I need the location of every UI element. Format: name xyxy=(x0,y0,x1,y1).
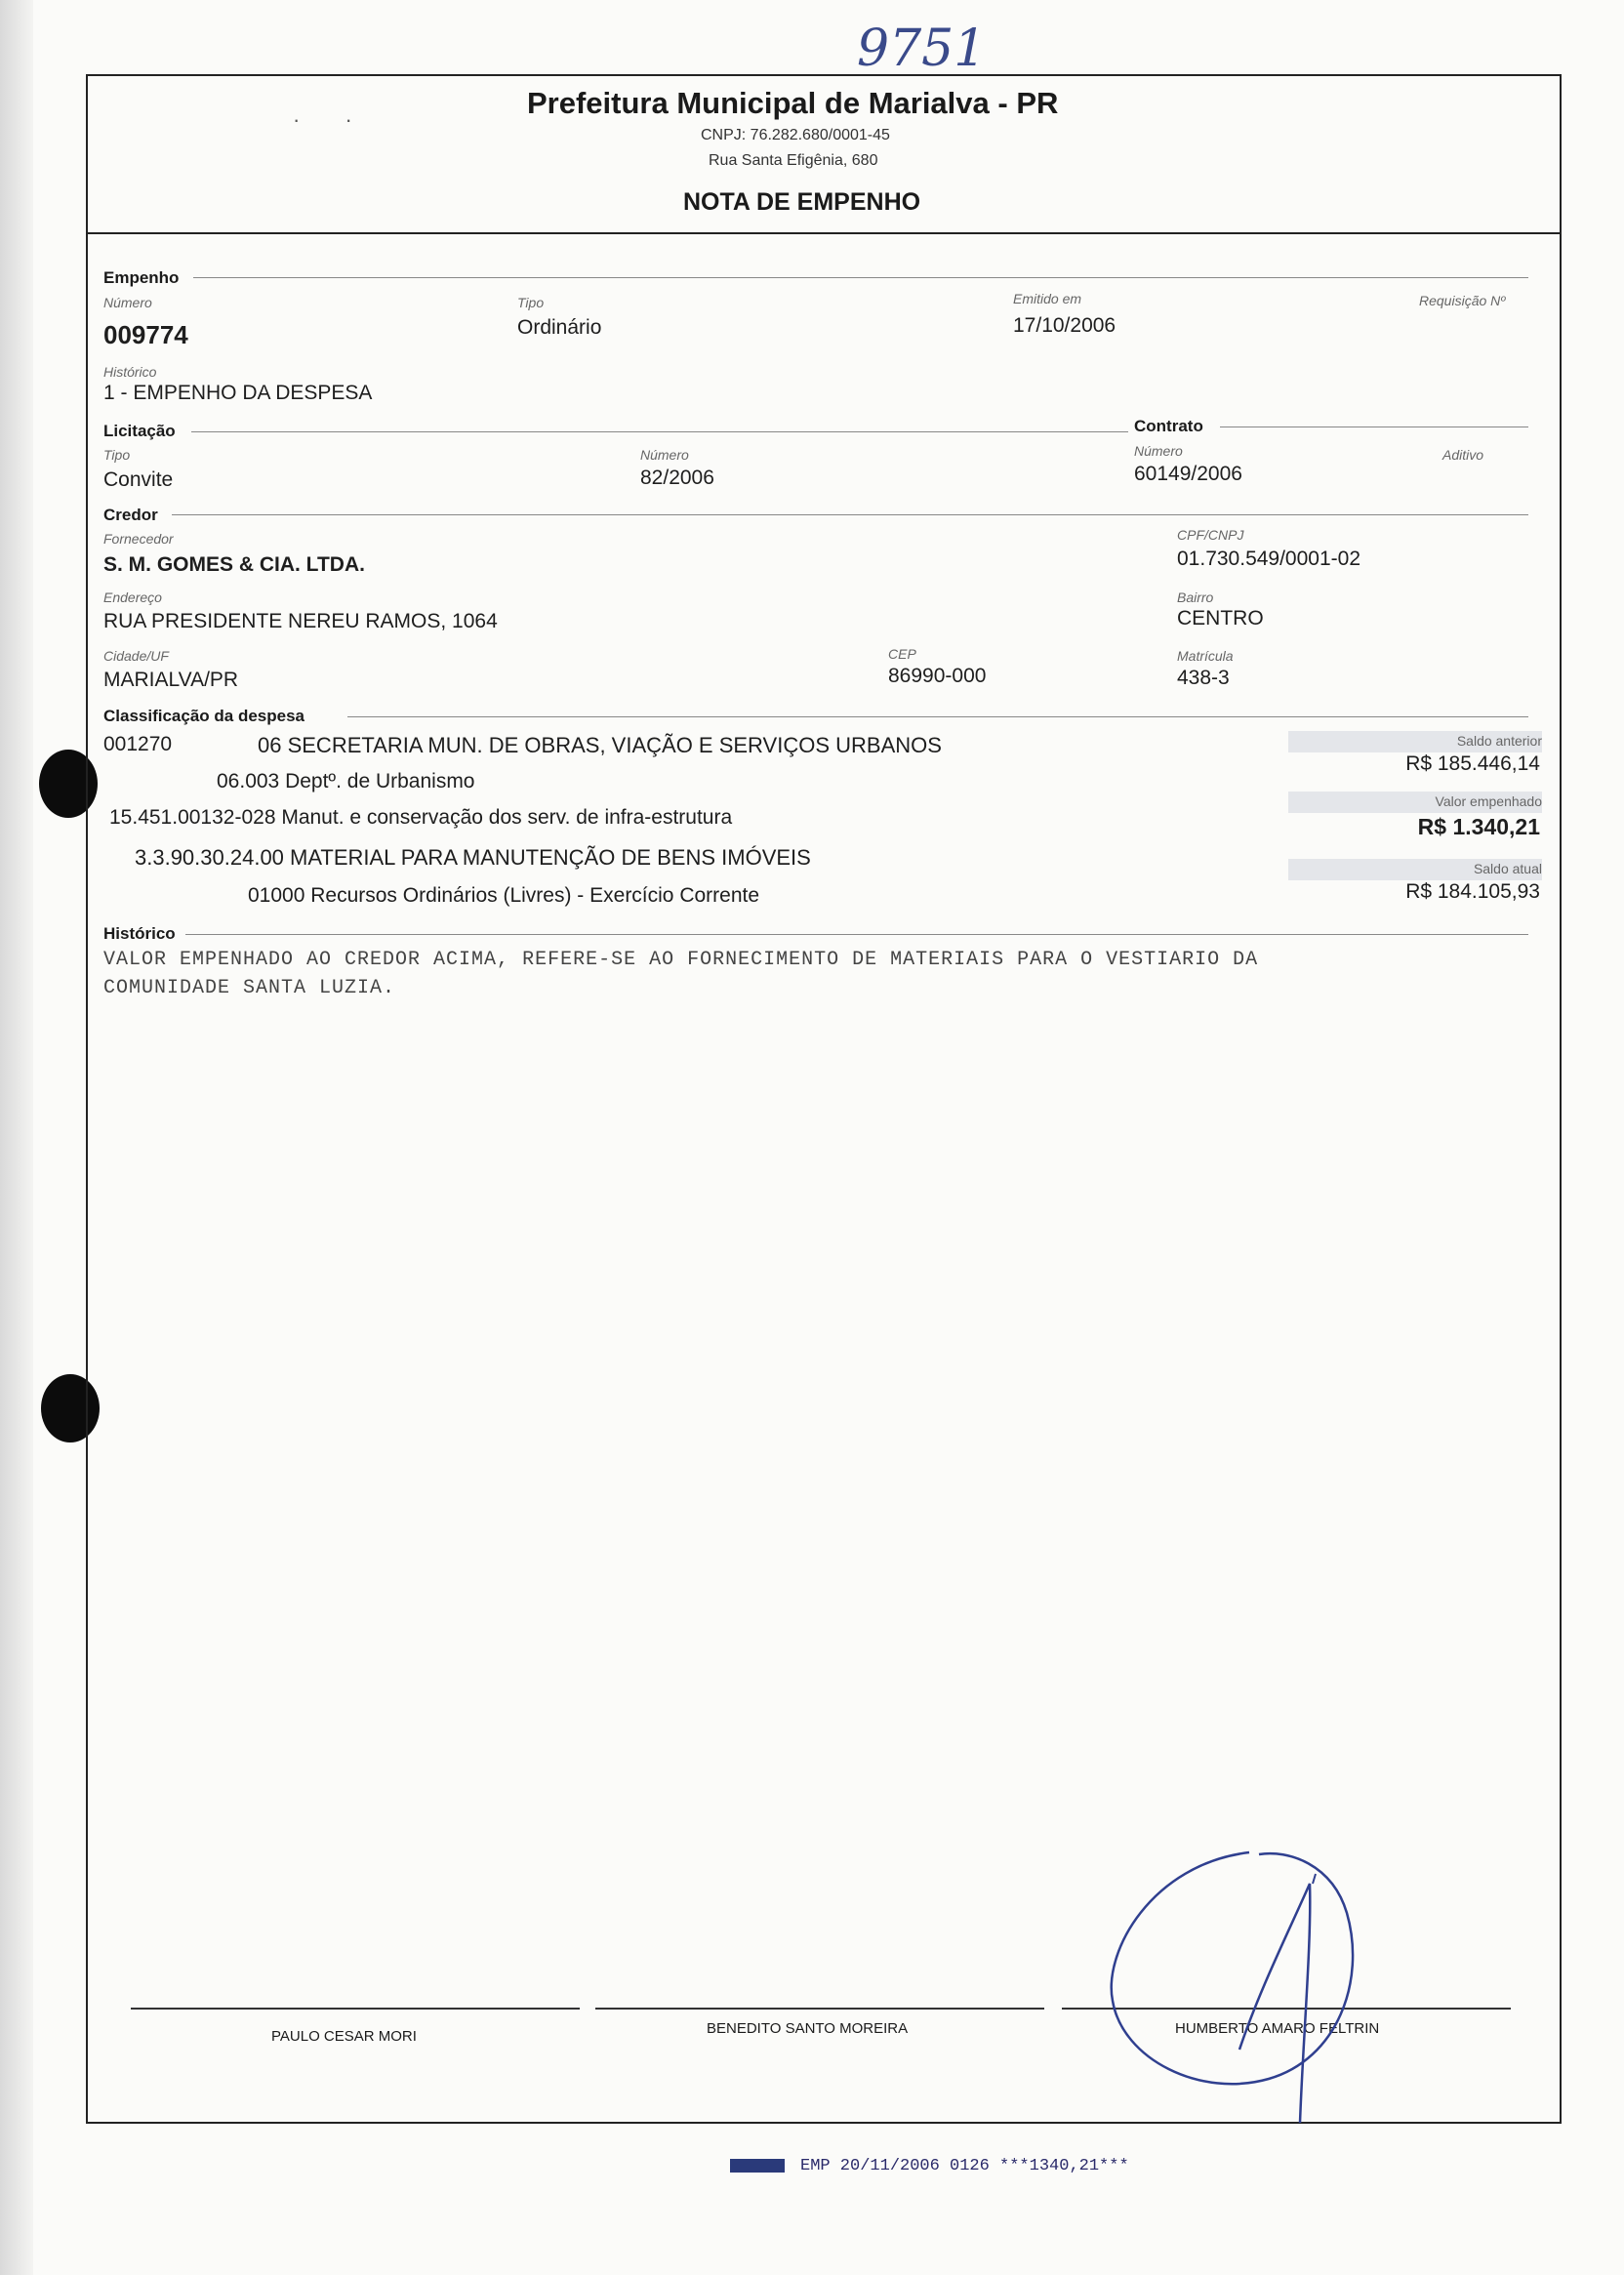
processing-stamp xyxy=(730,2157,1129,2175)
signature-line-1 xyxy=(131,2008,580,2010)
label-bairro: Bairro xyxy=(1177,589,1214,605)
rule-credor xyxy=(172,514,1528,515)
empenho-date: 17/10/2006 xyxy=(1013,314,1116,337)
fornecedor-bairro: CENTRO xyxy=(1177,607,1264,630)
classificacao-code: 001270 xyxy=(103,733,173,755)
municipality-address: Rua Santa Efigênia, 680 xyxy=(709,152,878,169)
fornecedor-cep: 86990-000 xyxy=(888,665,987,687)
fornecedor-cnpj: 01.730.549/0001-02 xyxy=(1177,548,1361,570)
classificacao-funcional: 15.451.00132-028 Manut. e conservação dos serv. de infra-estrutura xyxy=(109,806,733,829)
label-emitido: Emitido em xyxy=(1013,291,1082,306)
stamp-logo xyxy=(730,2159,785,2173)
municipality-title: Prefeitura Municipal de Marialva - PR xyxy=(527,86,1059,120)
classificacao-elemento: 3.3.90.30.24.00 MATERIAL PARA MANUTENÇÃO DE BENS IMÓVEIS xyxy=(135,845,811,870)
fornecedor-cidade: MARIALVA/PR xyxy=(103,669,239,691)
contrato-numero: 60149/2006 xyxy=(1134,463,1242,485)
empenho-historico: 1 - EMPENHO DA DESPESA xyxy=(103,382,373,404)
saldo-atual: R$ 184.105,93 xyxy=(1405,880,1540,903)
valor-empenhado: R$ 1.340,21 xyxy=(1417,814,1540,839)
signatory-2: BENEDITO SANTO MOREIRA xyxy=(707,2020,909,2037)
label-numero: Número xyxy=(103,295,152,310)
scan-edge-shadow xyxy=(0,0,33,2275)
label-cpf-cnpj: CPF/CNPJ xyxy=(1177,527,1244,543)
section-historico: Histórico xyxy=(103,924,176,943)
header-divider xyxy=(86,232,1562,234)
signatory-3: HUMBERTO AMARO FELTRIN xyxy=(1175,2020,1380,2037)
label-tipo: Tipo xyxy=(517,295,545,310)
label-matricula: Matrícula xyxy=(1177,648,1234,664)
section-empenho: Empenho xyxy=(103,268,180,287)
label-fornecedor: Fornecedor xyxy=(103,531,174,547)
label-aditivo: Aditivo xyxy=(1442,447,1484,463)
rule-empenho xyxy=(193,277,1528,278)
signatory-1: PAULO CESAR MORI xyxy=(271,2028,417,2045)
classificacao-unidade: 06.003 Deptº. de Urbanismo xyxy=(217,770,475,792)
signature-line-2 xyxy=(595,2008,1044,2010)
section-credor: Credor xyxy=(103,506,158,524)
logo-mark: · · xyxy=(293,107,372,132)
section-licitacao: Licitação xyxy=(103,422,176,440)
handwritten-signature xyxy=(1093,1845,1386,2137)
label-saldo-anterior: Saldo anterior xyxy=(1456,733,1542,749)
fornecedor-matricula: 438-3 xyxy=(1177,667,1230,689)
licitacao-tipo: Convite xyxy=(103,468,174,491)
label-contrato-numero: Número xyxy=(1134,443,1183,459)
label-licitacao-tipo: Tipo xyxy=(103,447,131,463)
historico-line-1: VALOR EMPENHADO AO CREDOR ACIMA, REFERE-SE AO FORNECIMENTO DE MATERIAIS PARA O VESTIARIO DA xyxy=(103,949,1259,971)
label-licitacao-numero: Número xyxy=(640,447,689,463)
label-cep: CEP xyxy=(888,646,916,662)
label-requisicao: Requisição Nº xyxy=(1419,293,1506,308)
label-historico-empenho: Histórico xyxy=(103,364,157,380)
fornecedor-endereco: RUA PRESIDENTE NEREU RAMOS, 1064 xyxy=(103,610,498,632)
stamp-text: EMP 20/11/2006 0126 ***1340,21*** xyxy=(800,2157,1129,2175)
label-cidade: Cidade/UF xyxy=(103,648,169,664)
empenho-tipo: Ordinário xyxy=(517,316,602,339)
rule-historico xyxy=(185,934,1528,935)
classificacao-recurso: 01000 Recursos Ordinários (Livres) - Exercício Corrente xyxy=(248,884,760,907)
label-endereco: Endereço xyxy=(103,589,162,605)
handwritten-page-number: 9751 xyxy=(857,20,987,78)
saldo-anterior: R$ 185.446,14 xyxy=(1405,752,1540,775)
label-saldo-atual: Saldo atual xyxy=(1473,861,1542,876)
label-valor-empenhado: Valor empenhado xyxy=(1435,793,1542,809)
historico-line-2: COMUNIDADE SANTA LUZIA. xyxy=(103,977,396,999)
section-classificacao: Classificação da despesa xyxy=(103,707,305,725)
classificacao-orgao: 06 SECRETARIA MUN. DE OBRAS, VIAÇÃO E SERVIÇOS URBANOS xyxy=(258,733,942,757)
section-contrato: Contrato xyxy=(1134,417,1203,435)
fornecedor-name: S. M. GOMES & CIA. LTDA. xyxy=(103,553,365,576)
document-title: NOTA DE EMPENHO xyxy=(683,188,921,216)
empenho-number: 009774 xyxy=(103,320,188,349)
municipality-cnpj: CNPJ: 76.282.680/0001-45 xyxy=(701,127,890,143)
rule-classificacao xyxy=(347,716,1528,717)
rule-licitacao xyxy=(191,431,1128,432)
licitacao-numero: 82/2006 xyxy=(640,467,714,489)
